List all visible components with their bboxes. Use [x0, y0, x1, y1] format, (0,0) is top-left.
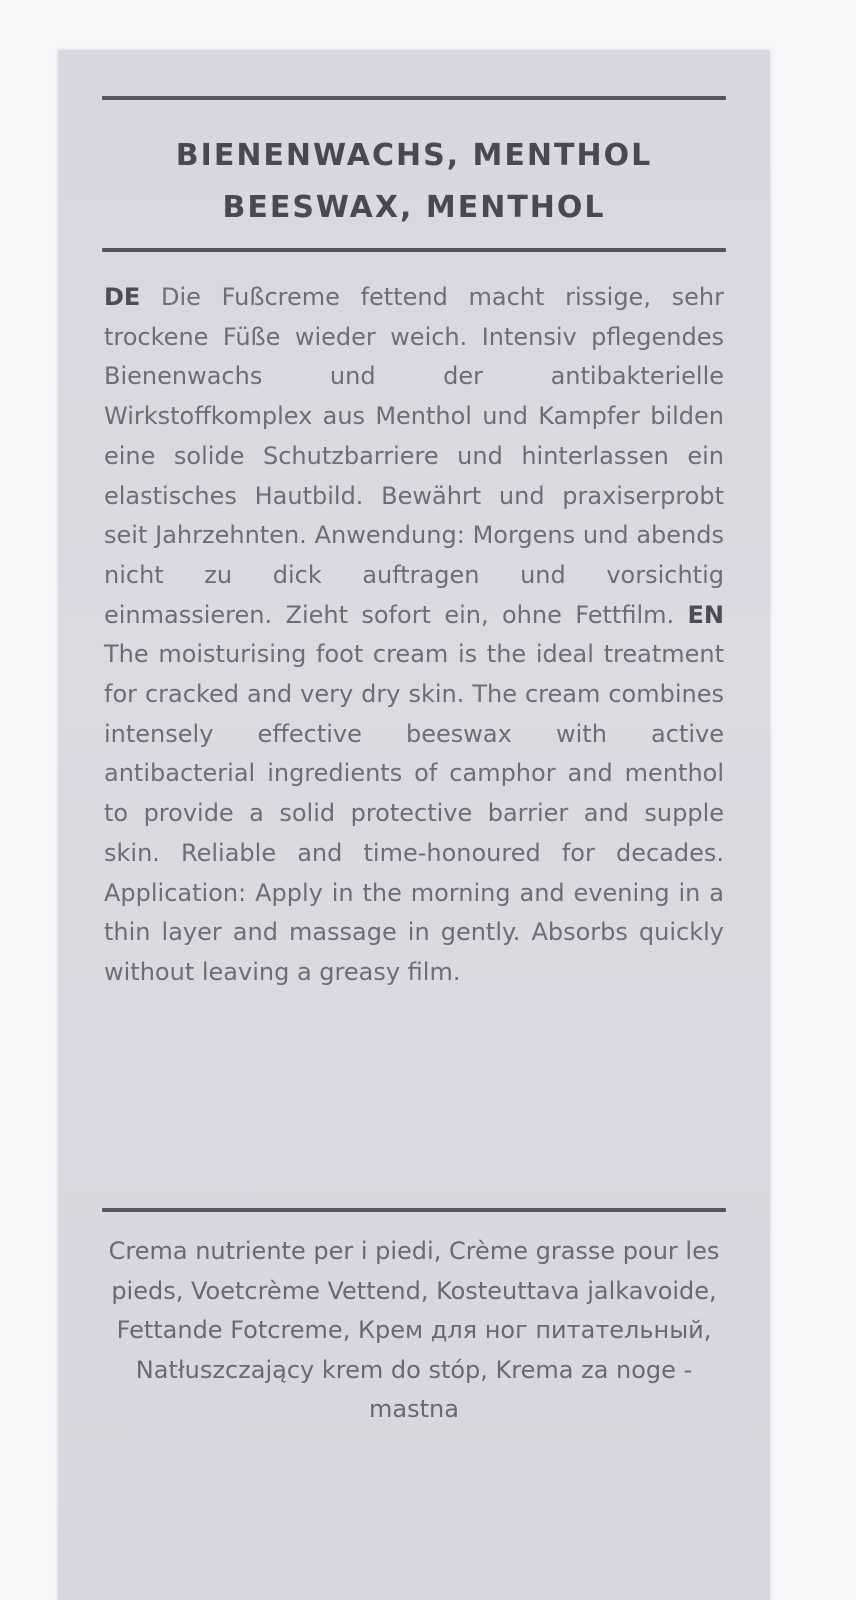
- footer-divider: [102, 1208, 726, 1212]
- description-german: Die Fußcreme fettend macht rissige, sehr trockene Füße wieder weich. Intensiv pflegendes Bienenwachs und der antibakterielle Wirkstoffkomplex aus Menthol und Kampfer bilden eine solide Schutzbarriere und hinterlassen ein elastisches Hautbild. Bewährt und praxiserprobt seit Jahrzehnten. Anwendung: Morgens und abends nicht zu dick auftragen und vorsichtig einmassieren. Zieht sofort ein, ohne Fettfilm.: [104, 283, 724, 629]
- title-line-german: BIENENWACHS, MENTHOL: [175, 138, 653, 173]
- language-code-de: DE: [104, 283, 141, 311]
- product-label-panel: [58, 50, 770, 1600]
- title-line-english: BEESWAX, MENTHOL: [222, 190, 606, 225]
- product-title: [102, 130, 726, 234]
- description-block: [104, 278, 724, 993]
- title-divider: [102, 248, 726, 252]
- language-code-en: EN: [687, 600, 724, 629]
- top-divider: [102, 96, 726, 100]
- multilingual-names: Crema nutriente per i piedi, Crème grasse pour les pieds, Voetcrème Vettend, Kosteuttava jalkavoide, Fettande Fotcreme, Крем для ног питательный, Natłuszczający krem do stóp, Krema za noge - mastna: [108, 1237, 720, 1423]
- description-english: The moisturising foot cream is the ideal treatment for cracked and very dry skin. The cream combines intensely effective beeswax with active antibacterial ingredients of camphor and menthol to provide a solid protective barrier and supple skin. Reliable and time-honoured for decades. Application: Apply in the morning and evening in a thin layer and massage in gently. Absorbs quickly without leaving a greasy film.: [104, 640, 724, 986]
